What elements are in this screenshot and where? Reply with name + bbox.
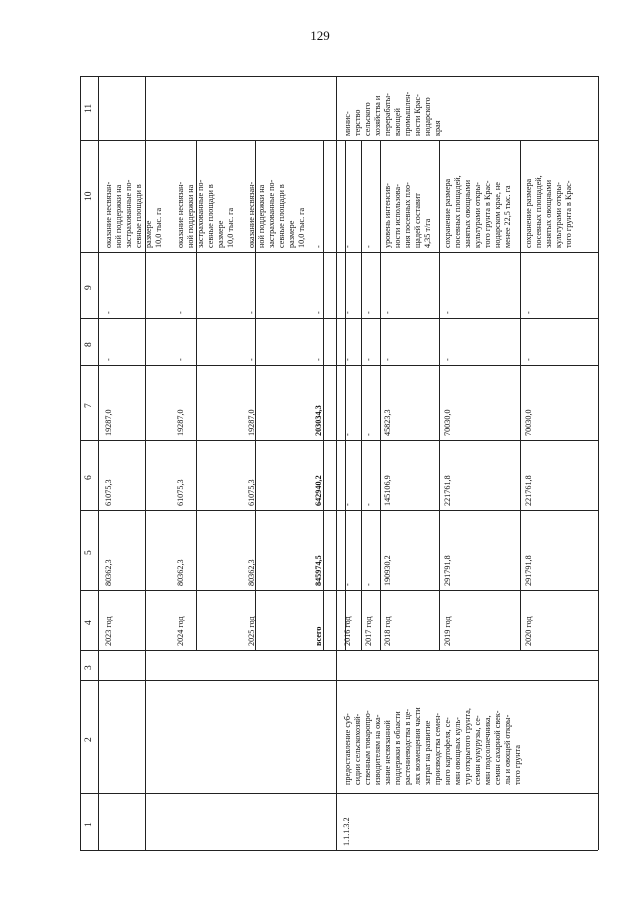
cell-measure-line: растениеводства в це-: [403, 708, 412, 785]
cell-c8-line: -: [524, 358, 533, 361]
cell-year-line: 2024 год: [176, 616, 185, 646]
cell-c7-line: 203034,3: [314, 405, 323, 436]
cell-c7-line: 19287,0: [104, 409, 113, 436]
cell-year-line: 2017 год: [364, 616, 373, 646]
column-header-8-line: 8: [84, 342, 94, 347]
cell-result-line: севные площади в: [277, 184, 286, 248]
column-header-5-line: 5: [84, 550, 94, 555]
cell-c7-line: -: [343, 433, 352, 436]
column-header-9-line: 9: [84, 285, 94, 290]
cell-year-line: 2023 год: [104, 616, 113, 646]
cell-result-line: застрахованные по-: [124, 179, 133, 248]
cell-result-line: размере: [287, 220, 296, 248]
column-header-6-line: 6: [84, 475, 94, 480]
cell-result-line: того грунта в Крас-: [483, 180, 492, 248]
cell-measure-line: предоставление суб-: [343, 713, 352, 785]
cell-result-line: размере: [144, 220, 153, 248]
cell-c9-line: -: [176, 311, 185, 314]
cell-measure-line: ственным товаропро-: [363, 710, 372, 785]
cell-c5-line: 190930,2: [383, 555, 392, 586]
cell-result-line: оказание несвязан-: [247, 181, 256, 248]
cell-c5-line: 80362,3: [176, 559, 185, 586]
cell-result-line: занятых овощными: [463, 180, 472, 248]
cell-c6-line: 61075,3: [176, 479, 185, 506]
cell-executor-line: терство: [353, 109, 362, 136]
cell-c6-line: 221761,8: [443, 475, 452, 506]
cell-executor-line: перерабаты-: [383, 93, 392, 136]
cell-result-line: 10,0 тыс. га: [226, 207, 235, 248]
page-number: 129: [310, 28, 330, 43]
cell-c5-line: 80362,3: [247, 559, 256, 586]
cell-measure-line: семян сахарной свек-: [493, 710, 502, 785]
cell-executor-line: хозяйства и: [373, 95, 382, 136]
cell-c9-line: -: [104, 311, 113, 314]
cell-result-line: севные площади в: [206, 184, 215, 248]
cell-c8-line: -: [247, 358, 256, 361]
cell-c6-line: -: [364, 503, 373, 506]
cell-result-line: -: [364, 245, 373, 248]
cell-result-line: нодарском крае, не: [493, 182, 502, 248]
cell-result-line: ной поддержки на: [114, 184, 123, 248]
cell-measure-line: производства семен-: [433, 713, 442, 785]
cell-measure-line: поддержки в области: [393, 711, 402, 785]
cell-c8-line: -: [364, 358, 373, 361]
cell-result-line: 10,0 тыс. га: [154, 207, 163, 248]
cell-c6-line: -: [343, 503, 352, 506]
cell-measure-line: ного картофеля, се-: [443, 717, 452, 785]
cell-year-line: 2019 год: [443, 616, 452, 646]
cell-year-line: всего: [314, 626, 323, 646]
cell-result-line: 4,35 т/га: [423, 218, 432, 248]
cell-c9-line: -: [247, 311, 256, 314]
cell-measure-line: тур открытого грунта,: [463, 708, 472, 785]
cell-measure-line: того грунта: [513, 745, 522, 785]
column-header-4-line: 4: [84, 620, 94, 625]
cell-result-line: -: [314, 245, 323, 248]
cell-c7-line: 70030,0: [524, 409, 533, 436]
cell-measure-line: лы и овощей откры-: [503, 714, 512, 785]
cell-result-line: ния посевных пло-: [403, 182, 412, 248]
cell-c6-line: 642940,2: [314, 475, 323, 506]
cell-result-line: менее 22,5 тыс. га: [503, 185, 512, 248]
cell-result-line: оказание несвязан-: [176, 181, 185, 248]
cell-c9-line: -: [364, 311, 373, 314]
cell-result-line: застрахованные по-: [267, 179, 276, 248]
column-header-3-line: 3: [84, 665, 94, 670]
cell-c6-line: 61075,3: [104, 479, 113, 506]
cell-executor-line: края: [433, 120, 442, 136]
cell-result-line: оказание несвязан-: [104, 181, 113, 248]
cell-result-line: ной поддержки на: [257, 184, 266, 248]
cell-c6-line: 61075,3: [247, 479, 256, 506]
cell-measure-line: зание несвязанной: [383, 720, 392, 785]
cell-measure-line: изводителям на ока-: [373, 714, 382, 785]
cell-executor-line: минис-: [343, 111, 352, 136]
cell-result-line: сохранение размера: [524, 178, 533, 248]
cell-c9-line: -: [443, 311, 452, 314]
cell-executor-line: промышлен-: [403, 91, 412, 136]
cell-result-line: уровень интенсив-: [383, 183, 392, 248]
column-header-10-line: 10: [84, 191, 94, 201]
cell-c7-line: 19287,0: [247, 409, 256, 436]
cell-c8-line: -: [443, 358, 452, 361]
column-header-1-line: 1: [84, 822, 94, 827]
cell-result-line: занятых овощными: [544, 180, 553, 248]
cell-result-line: того грунта в Крас-: [564, 180, 573, 248]
cell-c9-line: -: [314, 311, 323, 314]
cell-c9-line: -: [383, 311, 392, 314]
cell-result-line: посевных площадей,: [453, 175, 462, 248]
cell-result-line: щадей составит: [413, 193, 422, 248]
cell-c7-line: -: [364, 433, 373, 436]
cell-result-line: ной поддержки на: [186, 184, 195, 248]
column-header-2-line: 2: [84, 737, 94, 742]
cell-year-line: 2018 год: [383, 616, 392, 646]
column-header-7-line: 7: [84, 403, 94, 408]
cell-measure-line: мян подсолнечника,: [483, 715, 492, 785]
cell-c8-line: -: [176, 358, 185, 361]
cell-year-line: 2025 год: [247, 616, 256, 646]
cell-result-line: сохранение размера: [443, 178, 452, 248]
cell-c5-line: -: [343, 583, 352, 586]
cell-executor-line: вающей: [393, 108, 402, 136]
cell-c8-line: -: [383, 358, 392, 361]
cell-executor-line: нодарского: [423, 97, 432, 136]
cell-measure-line: сидии сельскохозяй-: [353, 713, 362, 785]
cell-c5-line: 845974,5: [314, 555, 323, 586]
cell-c7-line: 70030,0: [443, 409, 452, 436]
cell-c5-line: 291791,8: [524, 555, 533, 586]
cell-result-line: посевных площадей,: [534, 175, 543, 248]
cell-c6-line: 145106,9: [383, 475, 392, 506]
cell-c7-line: 19287,0: [176, 409, 185, 436]
cell-result-line: 10,0 тыс. га: [297, 207, 306, 248]
cell-c9-line: -: [343, 311, 352, 314]
cell-result-line: севные площади в: [134, 184, 143, 248]
column-header-11-line: 11: [84, 103, 94, 113]
cell-measure-line: затрат на развитие: [423, 720, 432, 785]
cell-year-line: 2020 год: [524, 616, 533, 646]
cell-result-line: культурами откры-: [473, 182, 482, 248]
cell-c5-line: -: [364, 583, 373, 586]
cell-c6-line: 221761,8: [524, 475, 533, 506]
cell-year-line: 2016 год: [343, 616, 352, 646]
cell-executor-line: ности Крас-: [413, 94, 422, 136]
cell-result-line: застрахованные по-: [196, 179, 205, 248]
cell-measure-line: лях возмещения части: [413, 707, 422, 785]
cell-result-line: -: [343, 245, 352, 248]
cell-result-line: ности использова-: [393, 184, 402, 248]
cell-c5-line: 291791,8: [443, 555, 452, 586]
cell-c5-line: 80362,3: [104, 559, 113, 586]
cell-c9-line: -: [524, 311, 533, 314]
cell-c8-line: -: [314, 358, 323, 361]
cell-executor-line: сельского: [363, 102, 372, 136]
cell-c8-line: -: [343, 358, 352, 361]
cell-measure-line: семян кукурузы, се-: [473, 715, 482, 785]
cell-result-line: культурами откры-: [554, 182, 563, 248]
cell-code-line: 1.1.1.3.2: [342, 817, 351, 846]
cell-measure-line: мян овощных куль-: [453, 717, 462, 785]
cell-c8-line: -: [104, 358, 113, 361]
cell-c7-line: 45823,3: [383, 409, 392, 436]
cell-result-line: размере: [216, 220, 225, 248]
